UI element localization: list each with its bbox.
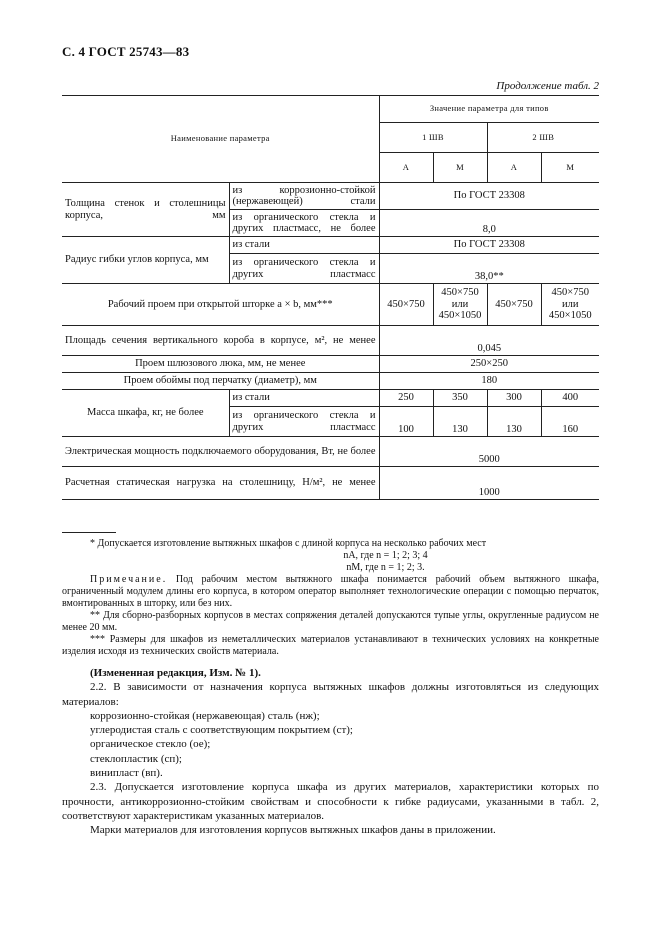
opening-value: [433, 284, 487, 326]
footnote-star1-a: nА, где n = 1; 2; 3; 4: [343, 550, 428, 561]
subtype-header: А: [379, 153, 433, 183]
subtype-header: М: [433, 153, 487, 183]
subtype-header: М: [541, 153, 599, 183]
row-name-hatch: Проем шлюзового люка, мм, не менее: [62, 356, 379, 373]
row-value: 38,0**: [379, 254, 599, 284]
row-value: 5000: [379, 437, 599, 467]
footnote-star1-m: nМ, где n = 1; 2; 3.: [346, 562, 425, 573]
paragraph-2-3: 2.3. Допускается изготовление корпуса шкафа из других материалов, характеристики которых по прочности, антикоррозионно-стойким свойствам и способности к гибке радиусами, указанными в табл. 2, соответствуют характеристикам указанных материалов.: [62, 781, 599, 822]
paragraph-last: Марки материалов для изготовления корпусов вытяжных шкафов даны в приложении.: [90, 824, 496, 837]
row-value: 1000: [379, 467, 599, 500]
mass-value: 100: [379, 407, 433, 437]
opening-value: 450×750: [379, 284, 433, 326]
material-item: органическое стекло (ое);: [90, 738, 211, 751]
footnote-star2: ** Для сборно-разборных корпусов в местах сопряжения деталей допускаются тупые углы, округленные радиусом не менее 20 мм.: [62, 610, 599, 633]
mass-value: 160: [541, 407, 599, 437]
row-name-load: Расчетная статическая нагрузка на столешницу, Н/м², не менее: [62, 467, 379, 500]
subtype-header: А: [487, 153, 541, 183]
type-2shv-header: 2 ШВ: [487, 123, 599, 153]
table-continuation-label: Продолжение табл. 2: [496, 80, 599, 92]
row-name-area: Площадь сечения вертикального короба в корпусе, м², не менее: [62, 326, 379, 356]
paragraph-2-2: 2.2. В зависимости от назначения корпуса вытяжных шкафов должны изготовляться из следующих материалов:: [62, 681, 599, 708]
note-label: Примечание.: [90, 574, 168, 585]
sub-param: из органического стекла и других пластмасс: [229, 254, 379, 284]
mass-value: 300: [487, 390, 541, 407]
note: [62, 574, 599, 610]
page-header: С. 4 ГОСТ 25743—83: [62, 44, 190, 59]
opening-value-line: 450×750: [551, 287, 589, 299]
edited-note: (Измененная редакция, Изм. № 1).: [90, 667, 261, 679]
mass-value: 130: [487, 407, 541, 437]
mass-value: 400: [541, 390, 599, 407]
row-name-power: Электрическая мощность подключаемого оборудования, Вт, не более: [62, 437, 379, 467]
opening-value: [541, 284, 599, 326]
row-name-glove: Проем обоймы под перчатку (диаметр), мм: [62, 373, 379, 390]
mass-value: 130: [433, 407, 487, 437]
material-item: винипласт (вп).: [90, 767, 163, 780]
row-value: 250×250: [379, 356, 599, 373]
opening-value: 450×750: [487, 284, 541, 326]
param-name-header: Наименование параметра: [62, 96, 379, 183]
row-name-radius: Радиус гибки углов корпуса, мм: [62, 237, 229, 284]
sub-param: из органического стекла и других пластмасс, не более: [229, 210, 379, 237]
row-value: По ГОСТ 23308: [379, 237, 599, 254]
material-item: коррозионно-стойкая (нержавеющая) сталь (нж);: [90, 709, 320, 722]
opening-value-line: или: [562, 298, 579, 310]
mass-value: 250: [379, 390, 433, 407]
sub-param: из коррозионно-стойкой (нержавеющей) стали: [229, 183, 379, 210]
sub-param: из стали: [229, 237, 379, 254]
footnote-star1: * Допускается изготовление вытяжных шкафов с длиной корпуса на несколько рабочих мест: [90, 538, 487, 549]
row-name-mass: Масса шкафа, кг, не более: [62, 390, 229, 437]
value-header: Значение параметра для типов: [379, 96, 599, 123]
sub-param: из стали: [229, 390, 379, 407]
mass-value: 350: [433, 390, 487, 407]
row-name-wall: Толщина стенок и столешницы корпуса, мм: [62, 183, 229, 237]
material-item: углеродистая сталь с соответствующим покрытием (ст);: [90, 724, 353, 737]
opening-value-line: 450×1050: [438, 310, 482, 322]
opening-value-line: 450×1050: [548, 310, 592, 322]
material-item: стеклопластик (сп);: [90, 752, 182, 765]
footnotes: [62, 538, 599, 658]
row-value: 8,0: [379, 210, 599, 237]
row-value: По ГОСТ 23308: [379, 183, 599, 210]
row-name-opening: Рабочий проем при открытой шторке a × b, мм***: [62, 284, 379, 326]
row-value: 180: [379, 373, 599, 390]
sub-param: из органического стекла и других пластмасс: [229, 407, 379, 437]
note-text: Под рабочим местом вытяжного шкафа понимается рабочий объем вытяжного шкафа, ограниченный модулем длины его корпуса, в котором оператор выполняет технологические операции с помощью перчаток, вмонтированных в шторку, или без них.: [62, 574, 599, 609]
row-value: 0,045: [379, 326, 599, 356]
type-1shv-header: 1 ШВ: [379, 123, 487, 153]
footnote-star3: *** Размеры для шкафов из неметаллических материалов устанавливают в технических условиях на конкретные изделия исходя из технических свойств материала.: [62, 634, 599, 657]
opening-value-line: или: [451, 298, 469, 310]
body-text: [62, 666, 599, 838]
footnote-divider: [62, 532, 116, 533]
opening-value-line: 450×750: [441, 287, 479, 299]
parameters-table: [62, 95, 599, 500]
